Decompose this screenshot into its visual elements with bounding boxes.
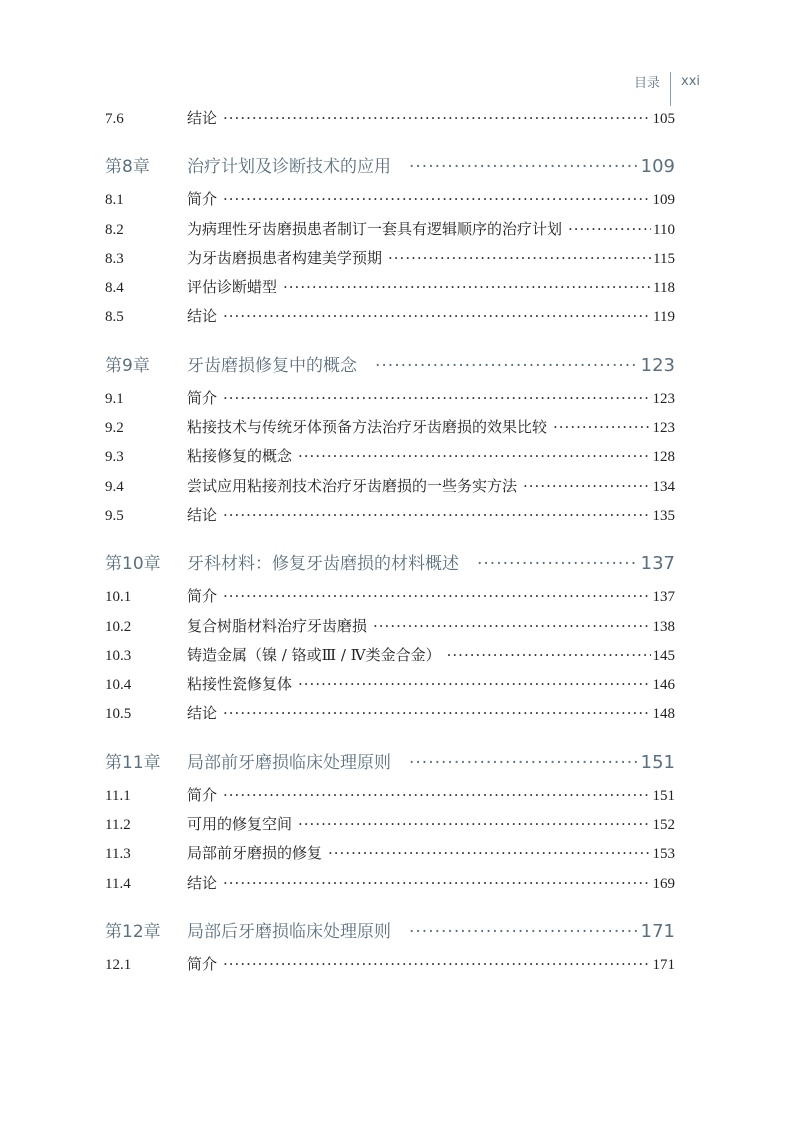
toc-entry[interactable] <box>105 215 675 244</box>
entry-title: 结论 <box>187 109 218 127</box>
chapter-number: 第9章 <box>105 355 150 376</box>
toc-entry[interactable] <box>105 501 675 530</box>
chapter-title: 局部前牙磨损临床处理原则 <box>187 752 391 773</box>
entry-number: 11.3 <box>105 846 131 863</box>
toc-entry[interactable] <box>105 244 675 273</box>
chapter-heading[interactable] <box>105 546 675 582</box>
entry-page: 109 <box>652 192 675 209</box>
entry-page: 123 <box>652 420 675 437</box>
leader-dots <box>477 546 639 582</box>
leader-dots <box>223 302 651 331</box>
toc-entry[interactable] <box>105 950 675 979</box>
toc-entry[interactable] <box>105 670 675 699</box>
chapter-page: 171 <box>640 920 675 942</box>
entry-title: 可用的修复空间 <box>187 815 293 834</box>
chapter-page: 151 <box>640 751 675 773</box>
leader-dots <box>223 185 650 214</box>
header-page-number: xxi <box>681 73 700 89</box>
leader-dots <box>328 839 650 868</box>
entry-number: 8.3 <box>105 250 124 267</box>
chapter-title: 治疗计划及诊断技术的应用 <box>187 157 391 178</box>
entry-title: 粘接技术与传统牙体预备方法治疗牙齿磨损的效果比较 <box>187 418 548 437</box>
entry-number: 10.2 <box>105 618 132 635</box>
chapter-heading[interactable] <box>105 745 675 781</box>
entry-page: 151 <box>652 787 675 804</box>
leader-dots <box>298 442 650 471</box>
entry-title: 简介 <box>187 190 218 209</box>
entry-page: 171 <box>652 956 675 973</box>
chapter-page: 123 <box>640 354 675 376</box>
entry-page: 138 <box>652 618 675 635</box>
chapter-number: 第8章 <box>105 157 150 178</box>
entry-number: 8.5 <box>105 309 124 326</box>
entry-number: 9.2 <box>105 420 124 437</box>
chapter-page: 137 <box>640 553 675 575</box>
leader-dots <box>223 501 650 530</box>
entry-title: 粘接修复的概念 <box>187 447 293 466</box>
leader-dots <box>373 612 650 641</box>
running-header <box>634 64 700 98</box>
toc-entry[interactable] <box>105 302 675 331</box>
chapter-page: 109 <box>640 156 675 178</box>
entry-page: 137 <box>652 589 675 606</box>
entry-page: 145 <box>652 647 675 664</box>
entry-number: 10.4 <box>105 677 132 694</box>
entry-title: 粘接性瓷修复体 <box>187 675 293 694</box>
entry-number: 8.4 <box>105 280 124 297</box>
chapter-heading[interactable] <box>105 149 675 185</box>
entry-page: 152 <box>652 817 675 834</box>
toc-entry[interactable] <box>105 781 675 810</box>
entry-page: 135 <box>652 507 675 524</box>
entry-number: 9.4 <box>105 478 124 495</box>
entry-number: 12.1 <box>105 956 132 973</box>
entry-title: 简介 <box>187 388 218 407</box>
chapter-section <box>105 546 675 728</box>
entry-number: 11.1 <box>105 787 131 804</box>
entry-number: 11.2 <box>105 817 131 834</box>
leader-dots <box>298 670 650 699</box>
toc-entry[interactable] <box>105 869 675 898</box>
entry-number: 8.2 <box>105 221 124 238</box>
leader-dots <box>409 914 639 950</box>
table-of-contents <box>105 104 675 995</box>
toc-entry[interactable] <box>105 810 675 839</box>
toc-entry[interactable] <box>105 612 675 641</box>
toc-entry[interactable] <box>105 384 675 413</box>
toc-entry[interactable] <box>105 442 675 471</box>
entry-title: 简介 <box>187 587 218 606</box>
chapter-title: 牙科材料：修复牙齿磨损的材料概述 <box>187 554 459 575</box>
entry-page: 134 <box>652 478 675 495</box>
toc-entry[interactable] <box>105 699 675 728</box>
entry-page: 128 <box>652 449 675 466</box>
entry-page: 153 <box>652 846 675 863</box>
leader-dots <box>553 413 650 442</box>
leader-dots <box>223 384 650 413</box>
entry-page: 115 <box>653 250 675 267</box>
entry-number: 10.5 <box>105 706 132 723</box>
leader-dots <box>223 781 650 810</box>
leader-dots <box>223 950 650 979</box>
leader-dots <box>223 869 650 898</box>
chapter-number: 第11章 <box>105 752 161 773</box>
chapter-section <box>105 914 675 979</box>
entry-number: 9.1 <box>105 390 124 407</box>
entry-number: 7.6 <box>105 111 124 127</box>
toc-entry[interactable] <box>105 839 675 868</box>
entry-title: 局部前牙磨损的修复 <box>187 844 323 863</box>
entry-page: 146 <box>652 677 675 694</box>
entry-number: 9.5 <box>105 507 124 524</box>
leader-dots <box>223 582 650 611</box>
header-section-label: 目录 <box>633 75 660 91</box>
entry-page: 105 <box>652 111 675 127</box>
entry-title: 结论 <box>187 873 218 892</box>
entry-title: 尝试应用粘接剂技术治疗牙齿磨损的一些务实方法 <box>187 476 518 495</box>
entry-title: 复合树脂材料治疗牙齿磨损 <box>187 616 368 635</box>
header-divider <box>670 72 671 106</box>
chapter-section <box>105 149 675 331</box>
leader-dots <box>223 699 650 728</box>
leader-dots <box>447 641 651 670</box>
entry-title: 为牙齿磨损患者构建美学预期 <box>187 248 383 267</box>
entry-page: 169 <box>652 875 675 892</box>
entry-page: 123 <box>652 390 675 407</box>
chapter-title: 局部后牙磨损临床处理原则 <box>187 921 391 942</box>
entry-number: 11.4 <box>105 875 131 892</box>
leader-dots <box>409 149 639 185</box>
chapter-heading[interactable] <box>105 348 675 384</box>
leader-dots <box>388 244 651 273</box>
chapter-number: 第10章 <box>105 554 161 575</box>
chapter-title: 牙齿磨损修复中的概念 <box>187 355 357 376</box>
leader-dots <box>568 215 651 244</box>
toc-top-section <box>105 104 675 133</box>
entry-page: 118 <box>653 280 675 297</box>
entry-number: 8.1 <box>105 192 124 209</box>
entry-number: 10.3 <box>105 647 132 664</box>
chapter-section <box>105 348 675 530</box>
entry-title: 铸造金属（镍 / 铬或Ⅲ / Ⅳ类金合金） <box>187 645 441 664</box>
toc-entry[interactable] <box>105 104 675 133</box>
entry-number: 9.3 <box>105 449 124 466</box>
entry-title: 简介 <box>187 785 218 804</box>
leader-dots <box>523 472 650 501</box>
leader-dots <box>223 104 650 133</box>
leader-dots <box>409 745 639 781</box>
entry-title: 为病理性牙齿磨损患者制订一套具有逻辑顺序的治疗计划 <box>187 219 563 238</box>
entry-title: 评估诊断蜡型 <box>187 278 278 297</box>
entry-page: 110 <box>653 221 675 238</box>
entry-page: 148 <box>652 706 675 723</box>
entry-title: 结论 <box>187 505 218 524</box>
entry-title: 结论 <box>187 307 218 326</box>
chapter-heading[interactable] <box>105 914 675 950</box>
entry-title: 简介 <box>187 954 218 973</box>
chapter-number: 第12章 <box>105 921 161 942</box>
toc-entry[interactable] <box>105 641 675 670</box>
toc-entry[interactable] <box>105 413 675 442</box>
entry-page: 119 <box>653 309 675 326</box>
toc-entry[interactable] <box>105 472 675 501</box>
toc-entry[interactable] <box>105 582 675 611</box>
leader-dots <box>375 348 639 384</box>
chapter-section <box>105 745 675 898</box>
toc-entry[interactable] <box>105 273 675 302</box>
entry-number: 10.1 <box>105 589 132 606</box>
toc-entry[interactable] <box>105 185 675 214</box>
entry-title: 结论 <box>187 704 218 723</box>
leader-dots <box>298 810 650 839</box>
leader-dots <box>283 273 651 302</box>
